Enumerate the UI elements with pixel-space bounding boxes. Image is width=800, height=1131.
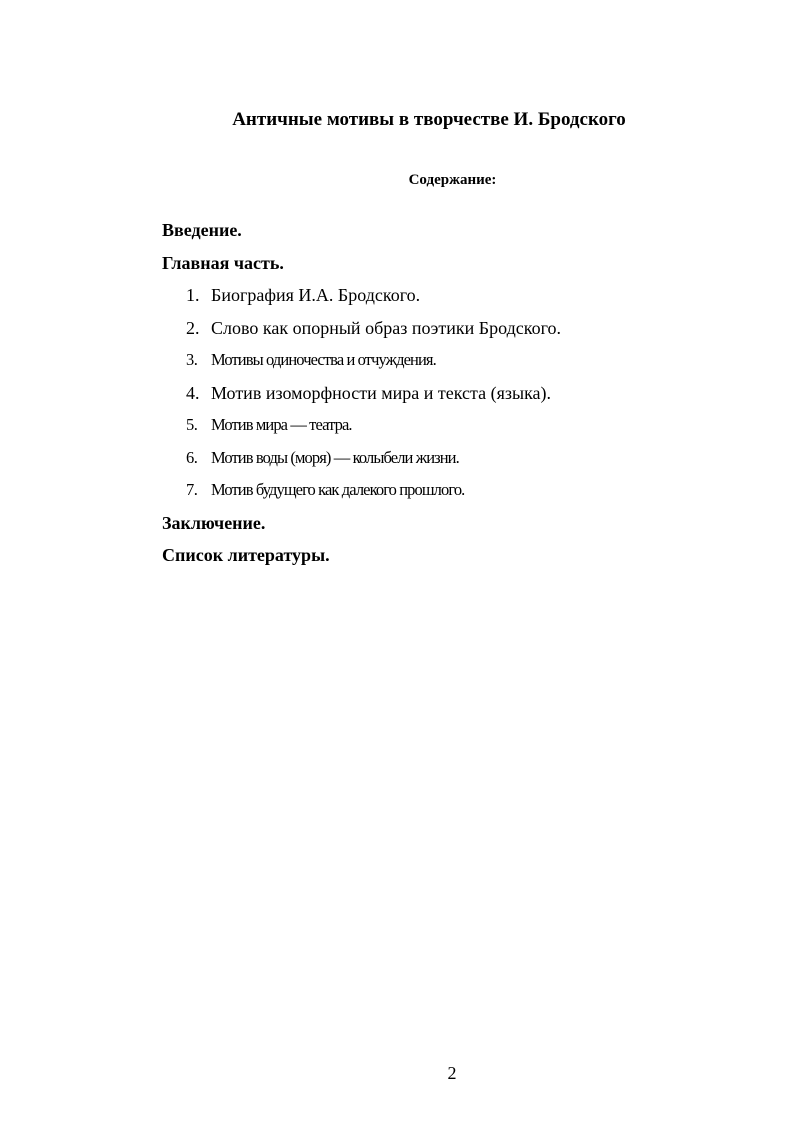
toc-item: [162, 344, 702, 377]
toc-section-conclusion: Заключение.: [162, 512, 266, 533]
toc-item-number: 4.: [186, 382, 200, 403]
toc-item: [162, 409, 702, 442]
page-number: 2: [447, 1063, 457, 1083]
document-title: Античные мотивы в творчестве И. Бродского: [232, 109, 626, 130]
contents-heading: Содержание:: [408, 172, 497, 188]
toc-item-number: 3.: [186, 350, 198, 369]
toc-item-text: Слово как опорный образ поэтики Бродского.: [211, 317, 562, 338]
toc-item-text: Биография И.А. Бродского.: [211, 285, 421, 305]
toc-item-number: 1.: [186, 285, 200, 305]
toc-item-text: Мотивы одиночества и отчуждения.: [211, 350, 436, 369]
toc-item: [162, 442, 702, 475]
toc-item-number: 5.: [186, 415, 198, 434]
toc-item-text: Мотив воды (моря) — колыбели жизни.: [211, 447, 459, 467]
table-of-contents: [162, 214, 702, 572]
toc-list: [162, 279, 702, 507]
toc-item: [162, 279, 702, 312]
toc-section-intro: Введение.: [162, 220, 242, 240]
toc-item-text: Мотив мира — театра.: [211, 415, 352, 434]
toc-item-number: 7.: [186, 480, 198, 499]
toc-section-main: Главная часть.: [162, 252, 284, 273]
toc-item-number: 2.: [186, 317, 200, 338]
toc-item: [162, 377, 702, 410]
toc-item: [162, 312, 702, 345]
toc-section-bibliography: Список литературы.: [162, 545, 330, 565]
toc-item-text: Мотив будущего как далекого прошлого.: [211, 480, 465, 499]
toc-item-text: Мотив изоморфности мира и текста (языка).: [211, 382, 552, 403]
toc-item-number: 6.: [186, 447, 198, 467]
toc-item: [162, 474, 702, 507]
